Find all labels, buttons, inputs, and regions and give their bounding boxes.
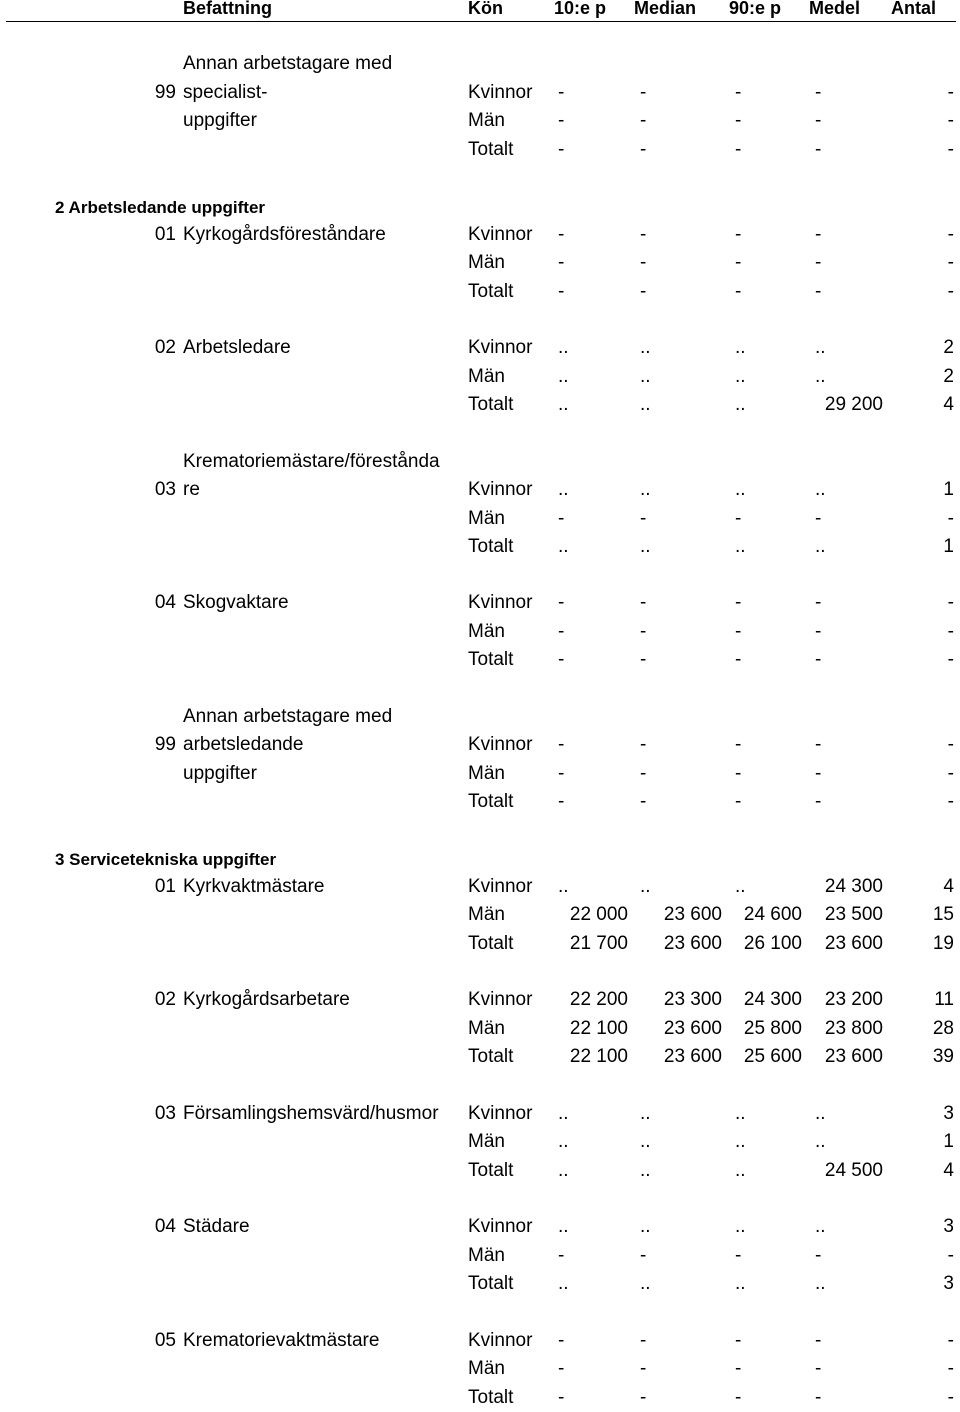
cell-p10: 21 700: [569, 933, 628, 954]
cell-p90: ..: [735, 1131, 746, 1152]
cell-medel: ..: [815, 1103, 826, 1124]
row-kon: Totalt: [468, 394, 514, 415]
cell-medel: -: [815, 1330, 822, 1351]
row-kon: Män: [468, 110, 505, 131]
row-kon: Kvinnor: [468, 82, 533, 103]
cell-medel: 23 600: [824, 933, 883, 954]
row-code: 99: [154, 734, 176, 755]
cell-medel: -: [815, 252, 822, 273]
cell-antal: -: [947, 592, 954, 613]
row-title: uppgifter: [183, 763, 257, 784]
row-kon: Kvinnor: [468, 224, 533, 245]
cell-median: ..: [640, 1103, 651, 1124]
header-divider: [6, 21, 956, 22]
cell-medel: ..: [815, 366, 826, 387]
cell-median: ..: [640, 536, 651, 557]
table-row: [0, 618, 960, 646]
row-kon: Totalt: [468, 1273, 514, 1294]
cell-p10: ..: [558, 337, 569, 358]
row-title: Annan arbetstagare med: [183, 706, 393, 727]
table-row: [0, 986, 960, 1014]
row-kon: Kvinnor: [468, 337, 533, 358]
cell-antal: 2: [943, 366, 954, 387]
cell-medel: -: [815, 224, 822, 245]
cell-median: -: [640, 592, 647, 613]
cell-median: -: [640, 1358, 647, 1379]
cell-p10: -: [558, 791, 565, 812]
cell-median: -: [640, 1245, 647, 1266]
cell-p90: -: [735, 1330, 742, 1351]
cell-p90: -: [735, 621, 742, 642]
cell-medel: -: [815, 763, 822, 784]
table-row: [0, 334, 960, 362]
cell-medel: 24 300: [824, 876, 883, 897]
table-row: [0, 476, 960, 504]
cell-antal: 15: [932, 904, 954, 925]
row-kon: Totalt: [468, 1160, 514, 1181]
cell-medel: -: [815, 791, 822, 812]
row-kon: Kvinnor: [468, 1330, 533, 1351]
row-title: Krematoriemästare/förestånda: [183, 451, 440, 472]
table-row: [0, 1043, 960, 1071]
cell-p10: 22 100: [569, 1018, 628, 1039]
cell-median: -: [640, 139, 647, 160]
table-row: [0, 363, 960, 391]
cell-medel: -: [815, 621, 822, 642]
row-title: Annan arbetstagare med: [183, 53, 393, 74]
table-row: [0, 1270, 960, 1298]
header-p10: 10:e p: [554, 0, 607, 18]
cell-median: ..: [640, 1273, 651, 1294]
cell-medel: ..: [815, 1216, 826, 1237]
row-kon: Män: [468, 252, 505, 273]
row-kon: Totalt: [468, 1387, 514, 1408]
header-befattning: Befattning: [183, 0, 272, 18]
row-kon: Totalt: [468, 281, 514, 302]
row-kon: Totalt: [468, 536, 514, 557]
cell-medel: -: [815, 1358, 822, 1379]
row-title: Kyrkogårdsföreståndare: [183, 224, 386, 245]
cell-median: ..: [640, 1160, 651, 1181]
cell-p90: -: [735, 252, 742, 273]
row-kon: Kvinnor: [468, 1216, 533, 1237]
cell-p90: 26 100: [743, 933, 802, 954]
cell-median: 23 300: [663, 989, 722, 1010]
cell-p10: ..: [558, 1273, 569, 1294]
row-kon: Kvinnor: [468, 592, 533, 613]
row-kon: Män: [468, 1018, 505, 1039]
cell-p90: 24 600: [743, 904, 802, 925]
cell-p90: ..: [735, 876, 746, 897]
cell-p90: ..: [735, 366, 746, 387]
cell-antal: -: [947, 649, 954, 670]
cell-medel: -: [815, 139, 822, 160]
cell-median: ..: [640, 876, 651, 897]
cell-antal: -: [947, 1330, 954, 1351]
table-row: [0, 1213, 960, 1241]
cell-medel: 23 500: [824, 904, 883, 925]
row-code: 01: [154, 224, 176, 245]
cell-median: 23 600: [663, 1046, 722, 1067]
cell-antal: 3: [943, 1216, 954, 1237]
cell-antal: -: [947, 252, 954, 273]
cell-p90: -: [735, 1387, 742, 1408]
cell-medel: ..: [815, 536, 826, 557]
cell-medel: -: [815, 281, 822, 302]
cell-medel: 23 600: [824, 1046, 883, 1067]
cell-median: -: [640, 649, 647, 670]
table-row: [0, 1384, 960, 1412]
cell-median: -: [640, 82, 647, 103]
cell-median: 23 600: [663, 1018, 722, 1039]
cell-antal: 1: [943, 536, 954, 557]
cell-median: -: [640, 224, 647, 245]
cell-p10: -: [558, 1330, 565, 1351]
cell-antal: 2: [943, 337, 954, 358]
cell-median: 23 600: [663, 933, 722, 954]
cell-medel: -: [815, 592, 822, 613]
row-title: uppgifter: [183, 110, 257, 131]
cell-p10: -: [558, 110, 565, 131]
cell-p90: -: [735, 734, 742, 755]
cell-p10: 22 100: [569, 1046, 628, 1067]
cell-medel: ..: [815, 1273, 826, 1294]
cell-p90: ..: [735, 479, 746, 500]
row-code: 99: [154, 82, 176, 103]
row-kon: Män: [468, 1131, 505, 1152]
cell-antal: 4: [943, 394, 954, 415]
table-row: [0, 1157, 960, 1185]
cell-median: -: [640, 791, 647, 812]
cell-p10: -: [558, 734, 565, 755]
row-title: Arbetsledare: [183, 337, 291, 358]
cell-antal: 3: [943, 1273, 954, 1294]
row-code: 02: [154, 989, 176, 1010]
cell-medel: -: [815, 1387, 822, 1408]
cell-antal: -: [947, 82, 954, 103]
table-row: [0, 448, 960, 476]
header-medel: Medel: [809, 0, 861, 18]
table-row: [0, 930, 960, 958]
cell-p10: ..: [558, 394, 569, 415]
cell-p90: -: [735, 82, 742, 103]
table-row: [0, 278, 960, 306]
table-row: [0, 1128, 960, 1156]
cell-antal: -: [947, 734, 954, 755]
cell-p10: -: [558, 252, 565, 273]
table-row: [0, 1355, 960, 1383]
table-row: [0, 1242, 960, 1270]
cell-p90: ..: [735, 1160, 746, 1181]
cell-p10: -: [558, 508, 565, 529]
cell-p90: -: [735, 139, 742, 160]
cell-medel: -: [815, 649, 822, 670]
cell-p90: -: [735, 1245, 742, 1266]
section-heading: 2 Arbetsledande uppgifter: [55, 198, 266, 217]
cell-antal: 1: [943, 1131, 954, 1152]
table-row: [0, 533, 960, 561]
cell-p90: ..: [735, 536, 746, 557]
row-title: Kyrkogårdsarbetare: [183, 989, 350, 1010]
cell-p90: ..: [735, 394, 746, 415]
cell-antal: -: [947, 110, 954, 131]
cell-p10: -: [558, 224, 565, 245]
cell-antal: -: [947, 791, 954, 812]
cell-median: ..: [640, 366, 651, 387]
cell-antal: 3: [943, 1103, 954, 1124]
row-kon: Män: [468, 508, 505, 529]
cell-p90: 24 300: [743, 989, 802, 1010]
table-row: [0, 760, 960, 788]
cell-p90: ..: [735, 1103, 746, 1124]
row-code: 03: [154, 479, 176, 500]
cell-p90: -: [735, 791, 742, 812]
cell-p10: -: [558, 139, 565, 160]
table-header: [0, 0, 960, 24]
cell-median: ..: [640, 337, 651, 358]
cell-p90: -: [735, 224, 742, 245]
cell-p10: -: [558, 281, 565, 302]
cell-p10: ..: [558, 1216, 569, 1237]
table-row: [0, 391, 960, 419]
cell-antal: -: [947, 1358, 954, 1379]
table-row: [0, 589, 960, 617]
cell-p10: -: [558, 649, 565, 670]
cell-median: -: [640, 763, 647, 784]
table-row: [0, 1015, 960, 1043]
row-code: 04: [154, 1216, 176, 1237]
table-row: [0, 107, 960, 135]
cell-median: -: [640, 252, 647, 273]
cell-medel: 23 800: [824, 1018, 883, 1039]
row-kon: Kvinnor: [468, 479, 533, 500]
row-code: 02: [154, 337, 176, 358]
cell-median: 23 600: [663, 904, 722, 925]
row-title: specialist-: [183, 82, 268, 103]
header-antal: Antal: [891, 0, 936, 18]
table-row: [0, 731, 960, 759]
cell-p10: ..: [558, 1160, 569, 1181]
row-title: Församlingshemsvärd/husmor: [183, 1103, 439, 1124]
cell-p90: ..: [735, 337, 746, 358]
row-kon: Totalt: [468, 649, 514, 670]
cell-antal: 19: [932, 933, 954, 954]
cell-antal: -: [947, 224, 954, 245]
cell-antal: -: [947, 281, 954, 302]
cell-median: ..: [640, 1216, 651, 1237]
cell-median: -: [640, 621, 647, 642]
cell-p10: ..: [558, 366, 569, 387]
row-kon: Kvinnor: [468, 1103, 533, 1124]
row-title: Krematorievaktmästare: [183, 1330, 380, 1351]
cell-median: -: [640, 281, 647, 302]
row-code: 04: [154, 592, 176, 613]
row-code: 01: [154, 876, 176, 897]
cell-p10: -: [558, 621, 565, 642]
cell-p10: -: [558, 1358, 565, 1379]
cell-p10: -: [558, 592, 565, 613]
table-row: [0, 901, 960, 929]
row-kon: Totalt: [468, 791, 514, 812]
row-kon: Kvinnor: [468, 989, 533, 1010]
cell-median: ..: [640, 1131, 651, 1152]
cell-medel: 29 200: [824, 394, 883, 415]
table-row: [0, 873, 960, 901]
row-kon: Män: [468, 1245, 505, 1266]
cell-antal: 4: [943, 876, 954, 897]
cell-antal: -: [947, 139, 954, 160]
cell-p90: 25 600: [743, 1046, 802, 1067]
cell-p90: -: [735, 508, 742, 529]
cell-p10: 22 000: [569, 904, 628, 925]
cell-median: -: [640, 110, 647, 131]
cell-p90: ..: [735, 1273, 746, 1294]
cell-antal: 1: [943, 479, 954, 500]
cell-antal: 39: [932, 1046, 954, 1067]
cell-antal: -: [947, 508, 954, 529]
cell-p10: ..: [558, 1103, 569, 1124]
cell-median: -: [640, 508, 647, 529]
row-title: Städare: [183, 1216, 250, 1237]
row-kon: Totalt: [468, 1046, 514, 1067]
cell-median: ..: [640, 479, 651, 500]
cell-medel: -: [815, 734, 822, 755]
cell-p10: ..: [558, 536, 569, 557]
cell-medel: -: [815, 110, 822, 131]
row-kon: Män: [468, 904, 505, 925]
header-p90: 90:e p: [729, 0, 782, 18]
table-row: [0, 136, 960, 164]
cell-medel: 24 500: [824, 1160, 883, 1181]
cell-p10: ..: [558, 479, 569, 500]
row-code: 05: [154, 1330, 176, 1351]
cell-medel: ..: [815, 337, 826, 358]
row-kon: Totalt: [468, 933, 514, 954]
cell-antal: 4: [943, 1160, 954, 1181]
cell-p10: ..: [558, 1131, 569, 1152]
cell-medel: ..: [815, 1131, 826, 1152]
table-row: [0, 505, 960, 533]
cell-medel: ..: [815, 479, 826, 500]
row-kon: Män: [468, 1358, 505, 1379]
cell-antal: -: [947, 621, 954, 642]
cell-median: -: [640, 734, 647, 755]
row-kon: Kvinnor: [468, 876, 533, 897]
cell-p90: 25 800: [743, 1018, 802, 1039]
table-row: [0, 249, 960, 277]
cell-p90: -: [735, 649, 742, 670]
cell-medel: -: [815, 1245, 822, 1266]
row-title: re: [183, 479, 200, 500]
cell-median: -: [640, 1387, 647, 1408]
cell-p90: -: [735, 592, 742, 613]
table-row: [0, 788, 960, 816]
cell-p90: -: [735, 1358, 742, 1379]
row-kon: Män: [468, 763, 505, 784]
cell-antal: -: [947, 1245, 954, 1266]
cell-medel: -: [815, 82, 822, 103]
table-row: [0, 703, 960, 731]
cell-antal: 11: [934, 989, 954, 1010]
row-code: 03: [154, 1103, 176, 1124]
cell-p10: -: [558, 1245, 565, 1266]
row-title: arbetsledande: [183, 734, 304, 755]
row-kon: Män: [468, 366, 505, 387]
table-row: [0, 221, 960, 249]
cell-medel: 23 200: [824, 989, 883, 1010]
cell-p90: ..: [735, 1216, 746, 1237]
cell-antal: -: [947, 1387, 954, 1408]
cell-p10: -: [558, 82, 565, 103]
cell-antal: -: [947, 763, 954, 784]
cell-p10: -: [558, 1387, 565, 1408]
cell-median: -: [640, 1330, 647, 1351]
cell-p90: -: [735, 281, 742, 302]
cell-p90: -: [735, 110, 742, 131]
row-kon: Män: [468, 621, 505, 642]
cell-p10: ..: [558, 876, 569, 897]
table-row: [0, 50, 960, 78]
table-row: [0, 1100, 960, 1128]
cell-p10: -: [558, 763, 565, 784]
cell-antal: 28: [932, 1018, 954, 1039]
header-kon: Kön: [468, 0, 503, 18]
table-row: [0, 646, 960, 674]
table-row: [0, 1327, 960, 1355]
row-title: Skogvaktare: [183, 592, 289, 613]
row-kon: Kvinnor: [468, 734, 533, 755]
table-row: [0, 79, 960, 107]
cell-p10: 22 200: [569, 989, 628, 1010]
section-heading: 3 Servicetekniska uppgifter: [55, 850, 277, 869]
header-median: Median: [634, 0, 697, 18]
row-title: Kyrkvaktmästare: [183, 876, 325, 897]
row-kon: Totalt: [468, 139, 514, 160]
cell-medel: -: [815, 508, 822, 529]
cell-median: ..: [640, 394, 651, 415]
cell-p90: -: [735, 763, 742, 784]
